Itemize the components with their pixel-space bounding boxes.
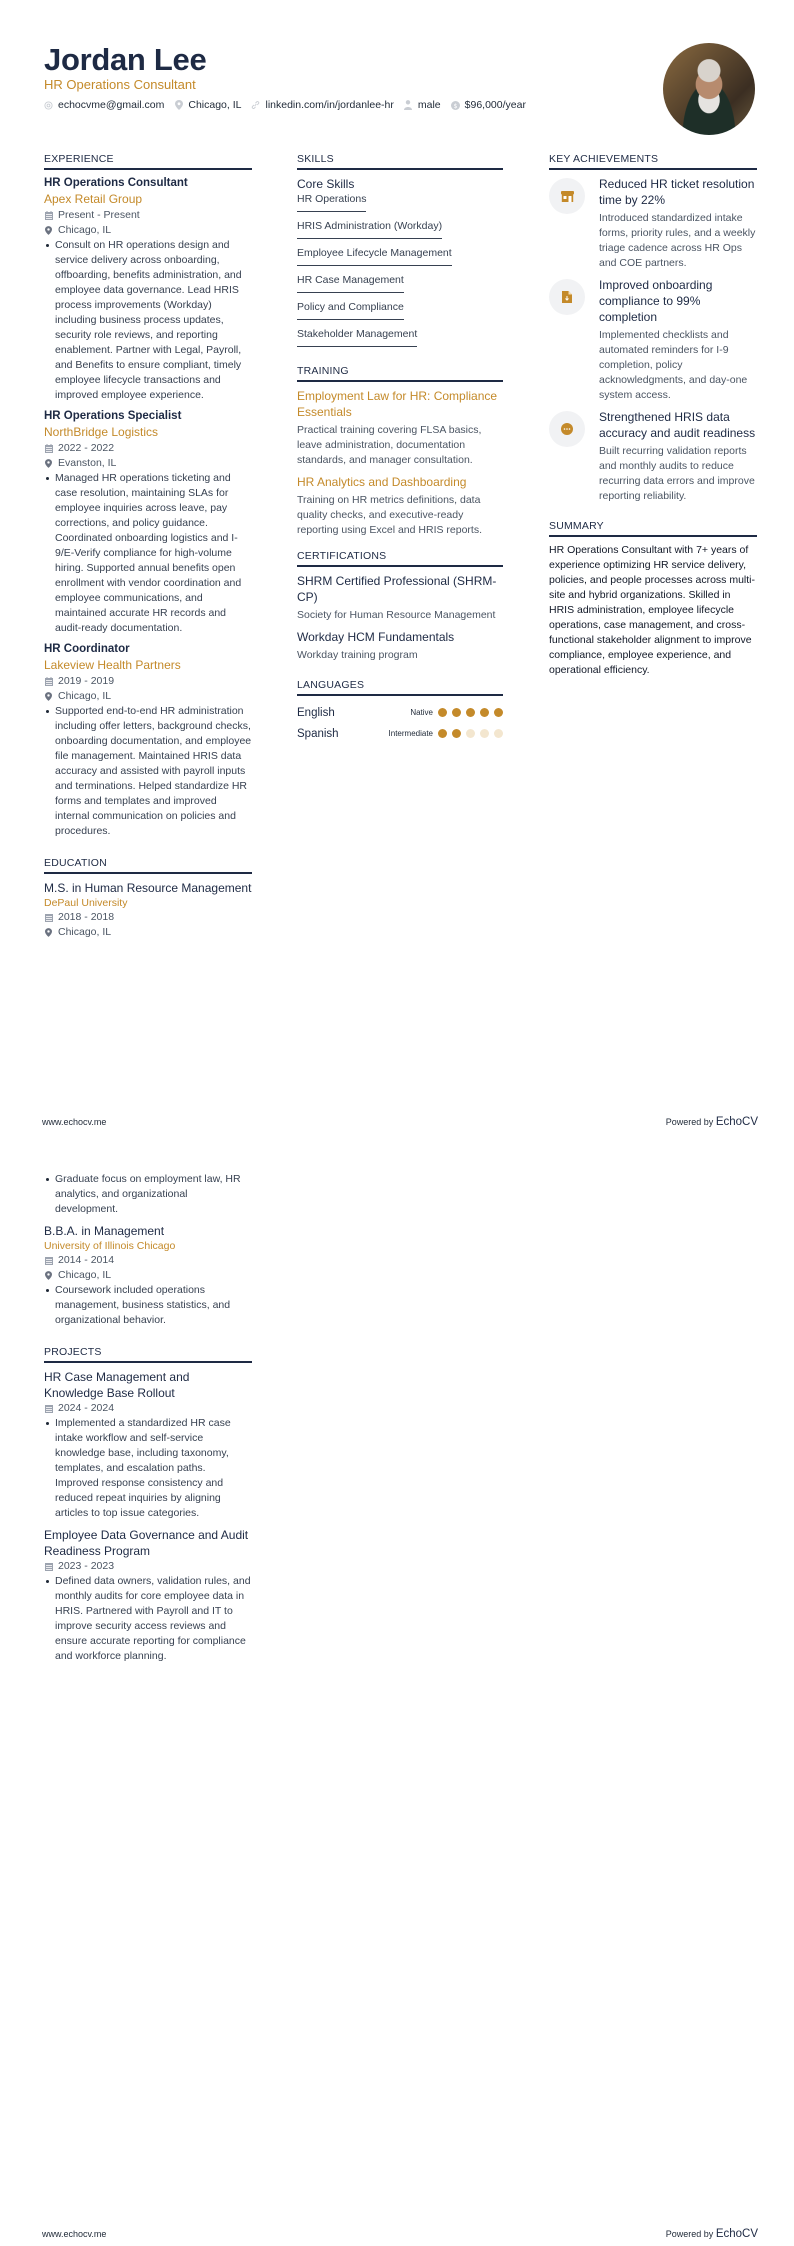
project-entry	[44, 1527, 252, 1664]
skill-tag: Policy and Compliance	[297, 301, 404, 320]
location-pin-icon	[174, 101, 183, 110]
left-column	[44, 153, 252, 946]
bullet-item: Graduate focus on employment law, HR analytics, and organizational development.	[44, 1172, 252, 1217]
proficiency-dot-filled	[438, 729, 447, 738]
proficiency-dot-empty	[494, 729, 503, 738]
job-title: HR Operations Consultant	[44, 177, 188, 189]
brand-name: EchoCV	[715, 2228, 758, 2240]
calendar-icon	[44, 211, 53, 220]
achievement-description: Implemented checklists and automated reminders for I-9 completion, policy acknowledgments, and day-one system access.	[599, 329, 748, 401]
company-name: NorthBridge Logistics	[44, 425, 159, 439]
calendar-icon	[44, 677, 53, 686]
project-bullets	[44, 1574, 252, 1664]
language-name: English	[297, 706, 335, 719]
experience-entry	[44, 176, 252, 403]
education-entry	[44, 1223, 252, 1328]
bullet-item: Defined data owners, validation rules, and monthly audits for core employee data in HRIS. Partnered with Payroll and IT to improve security access reviews and ensure accurate reporting for compliance and workforce planning.	[44, 1574, 252, 1664]
ellipsis-circle-icon	[549, 411, 585, 447]
summary-section	[549, 520, 757, 678]
project-name: Employee Data Governance and Audit Readiness Program	[44, 1528, 249, 1558]
footer-website-link[interactable]: www.echocv.me	[42, 1117, 107, 1127]
language-name: Spanish	[297, 727, 339, 740]
date-range: 2014 - 2014	[44, 1253, 252, 1268]
location-pin-icon	[44, 459, 53, 468]
skills-section	[297, 153, 503, 355]
project-bullets	[44, 1416, 252, 1521]
middle-column	[297, 153, 503, 744]
proficiency-dot-filled	[438, 708, 447, 717]
calendar-icon	[44, 1562, 53, 1571]
calendar-icon	[44, 913, 53, 922]
calendar-icon	[44, 1256, 53, 1265]
project-entry	[44, 1369, 252, 1521]
skill-tag: HR Operations	[297, 193, 366, 212]
proficiency-dot-empty	[480, 729, 489, 738]
achievement-title: Strengthened HRIS data accuracy and audit readiness	[599, 410, 756, 440]
certification-entry	[297, 629, 503, 663]
location-pin-icon	[44, 692, 53, 701]
skill-tag: HRIS Administration (Workday)	[297, 220, 442, 239]
training-description: Training on HR metrics definitions, data quality checks, and executive-ready reporting using Excel and HRIS reports.	[297, 494, 483, 536]
contact-bar	[44, 99, 526, 111]
school-location: Chicago, IL	[44, 925, 252, 940]
storefront-icon	[549, 178, 585, 214]
proficiency-dots	[438, 729, 503, 738]
calendar-icon	[44, 444, 53, 453]
date-range: 2023 - 2023	[44, 1559, 252, 1574]
achievement-item	[549, 277, 757, 403]
training-name: HR Analytics and Dashboarding	[297, 475, 467, 489]
projects-section	[44, 1346, 252, 1664]
at-icon	[44, 101, 53, 110]
certification-issuer: Workday training program	[297, 649, 418, 661]
experience-entry	[44, 409, 252, 636]
skill-group-title: Core Skills	[297, 177, 355, 191]
candidate-headline: HR Operations Consultant	[44, 77, 196, 92]
calendar-icon	[44, 1404, 53, 1413]
contact-email[interactable]	[44, 99, 164, 111]
school-location: Chicago, IL	[44, 1268, 252, 1283]
job-location: Chicago, IL	[44, 689, 252, 704]
skills-list	[297, 193, 503, 355]
language-row	[297, 723, 503, 744]
section-title-projects: PROJECTS	[44, 1346, 252, 1363]
experience-entry	[44, 642, 252, 839]
proficiency-dot-filled	[452, 708, 461, 717]
languages-section	[297, 679, 503, 744]
proficiency-dot-filled	[452, 729, 461, 738]
achievement-description: Built recurring validation reports and monthly audits to reduce recurring data errors and improve reporting reliability.	[599, 445, 755, 502]
contact-email-text: echocvme@gmail.com	[58, 99, 165, 111]
contact-linkedin-text: linkedin.com/in/jordanlee-hr	[265, 99, 394, 111]
language-level: Native	[410, 708, 433, 717]
education-bullets	[44, 1172, 252, 1217]
left-column-continued	[44, 1172, 252, 1670]
section-title-training: TRAINING	[297, 365, 503, 382]
contact-linkedin[interactable]	[251, 99, 393, 111]
education-entry-continued	[44, 1172, 252, 1217]
certification-name: Workday HCM Fundamentals	[297, 630, 455, 644]
job-title: HR Coordinator	[44, 643, 130, 655]
date-range: Present - Present	[44, 208, 252, 223]
training-entry	[297, 388, 503, 468]
file-document-icon	[549, 279, 585, 315]
achievement-title: Reduced HR ticket resolution time by 22%	[599, 177, 755, 207]
certification-entry	[297, 573, 503, 623]
certification-issuer: Society for Human Resource Management	[297, 609, 496, 621]
bullet-item: Coursework included operations management, business statistics, and organizational behavior.	[44, 1283, 252, 1328]
degree-title: B.B.A. in Management	[44, 1224, 165, 1238]
education-entry	[44, 880, 252, 940]
powered-by: Powered by EchoCV	[665, 2228, 758, 2240]
job-bullets	[44, 238, 252, 403]
footer-website-link[interactable]: www.echocv.me	[42, 2229, 107, 2239]
section-title-languages: LANGUAGES	[297, 679, 503, 696]
dollar-coin-icon	[451, 101, 460, 110]
training-name: Employment Law for HR: Compliance Essentials	[297, 389, 498, 419]
achievement-item	[549, 409, 757, 504]
contact-gender-text: male	[417, 99, 441, 111]
job-title: HR Operations Specialist	[44, 410, 182, 422]
summary-text: HR Operations Consultant with 7+ years of experience optimizing HR service delivery, policies, and people processes across multi-site and hybrid organizations. Skilled in HRIS administration, employee lifecycle operations, case management, and cross-functional stakeholder alignment to improve compliance, employee experience, and operational efficiency.	[549, 544, 756, 676]
company-name: Lakeview Health Partners	[44, 658, 181, 672]
section-title-certifications: CERTIFICATIONS	[297, 550, 503, 567]
bullet-item: Consult on HR operations design and service delivery across onboarding, offboarding, benefits administration, and employee data governance. Lead HRIS process improvements (Workday) including business process updates, security role reviews, and reporting enablement. Partner with Legal, Payroll, and Benefits to ensure compliant, timely employee lifecycle transactions and improved employee experience.	[44, 238, 252, 403]
skill-tag: Stakeholder Management	[297, 328, 417, 347]
location-pin-icon	[44, 226, 53, 235]
training-section	[297, 365, 503, 538]
right-column	[549, 153, 757, 678]
bullet-item: Supported end-to-end HR administration including offer letters, background checks, onboarding documentation, and employee file management. Maintained HRIS data accuracy and assisted with payroll inputs and terminations. Helped standardize HR forms and templates and improved internal communication on policies and procedures.	[44, 704, 252, 839]
section-title-achievements: KEY ACHIEVEMENTS	[549, 153, 757, 170]
school-name: University of Illinois Chicago	[44, 1240, 176, 1252]
language-row	[297, 702, 503, 723]
achievement-item	[549, 176, 757, 271]
date-range: 2018 - 2018	[44, 910, 252, 925]
contact-location-text: Chicago, IL	[188, 99, 242, 111]
proficiency-dots	[438, 708, 503, 717]
proficiency-dot-filled	[480, 708, 489, 717]
achievement-description: Introduced standardized intake forms, priority rules, and a weekly triage cadence across HR Ops and COE partners.	[599, 212, 756, 269]
brand-name: EchoCV	[715, 1116, 758, 1128]
powered-by: Powered by EchoCV	[665, 1116, 758, 1128]
certification-name: SHRM Certified Professional (SHRM-CP)	[297, 574, 497, 604]
experience-section	[44, 153, 252, 839]
training-entry	[297, 474, 503, 538]
bullet-item: Implemented a standardized HR case intake workflow and self-service knowledge base, including taxonomy, templates, and escalation paths. Improved response consistency and reduced repeat inquiries by aligning articles to top issue categories.	[44, 1416, 252, 1521]
skill-tag: HR Case Management	[297, 274, 404, 293]
candidate-name: Jordan Lee	[44, 42, 207, 77]
section-title-summary: SUMMARY	[549, 520, 757, 537]
date-range: 2022 - 2022	[44, 441, 252, 456]
resume-page-2	[0, 1123, 794, 2246]
page-footer	[42, 2228, 758, 2240]
certifications-section	[297, 550, 503, 663]
svg-text:$: $	[453, 102, 458, 110]
date-range: 2024 - 2024	[44, 1401, 252, 1416]
contact-salary	[451, 99, 526, 111]
proficiency-dot-filled	[466, 708, 475, 717]
school-name: DePaul University	[44, 897, 128, 909]
profile-photo	[663, 43, 755, 135]
date-range: 2019 - 2019	[44, 674, 252, 689]
proficiency-dot-filled	[494, 708, 503, 717]
contact-gender	[404, 99, 441, 111]
education-section	[44, 857, 252, 940]
contact-salary-text: $96,000/year	[464, 99, 526, 111]
job-location: Evanston, IL	[44, 456, 252, 471]
skill-tag: Employee Lifecycle Management	[297, 247, 452, 266]
location-pin-icon	[44, 1271, 53, 1280]
training-description: Practical training covering FLSA basics, leave administration, documentation standards, and manager consultation.	[297, 424, 482, 466]
person-icon	[404, 101, 413, 110]
job-bullets	[44, 704, 252, 839]
job-bullets	[44, 471, 252, 636]
section-title-experience: EXPERIENCE	[44, 153, 252, 170]
education-bullets	[44, 1283, 252, 1328]
proficiency-dot-empty	[466, 729, 475, 738]
contact-location	[174, 99, 241, 111]
language-level: Intermediate	[388, 729, 433, 738]
section-title-education: EDUCATION	[44, 857, 252, 874]
job-location: Chicago, IL	[44, 223, 252, 238]
link-icon	[251, 101, 260, 110]
location-pin-icon	[44, 928, 53, 937]
project-name: HR Case Management and Knowledge Base Rollout	[44, 1370, 190, 1400]
degree-title: M.S. in Human Resource Management	[44, 881, 252, 895]
section-title-skills: SKILLS	[297, 153, 503, 170]
bullet-item: Managed HR operations ticketing and case resolution, maintaining SLAs for employee inquiries across leave, pay corrections, and policy guidance. Coordinated onboarding logistics and I-9/E-Verify compliance for high-volume hiring. Supported annual benefits open enrollment with vendor coordination and employee communications, and maintained accurate HR records and audit-ready documentation.	[44, 471, 252, 636]
achievements-section	[549, 153, 757, 504]
achievement-title: Improved onboarding compliance to 99% completion	[599, 278, 713, 324]
company-name: Apex Retail Group	[44, 192, 143, 206]
